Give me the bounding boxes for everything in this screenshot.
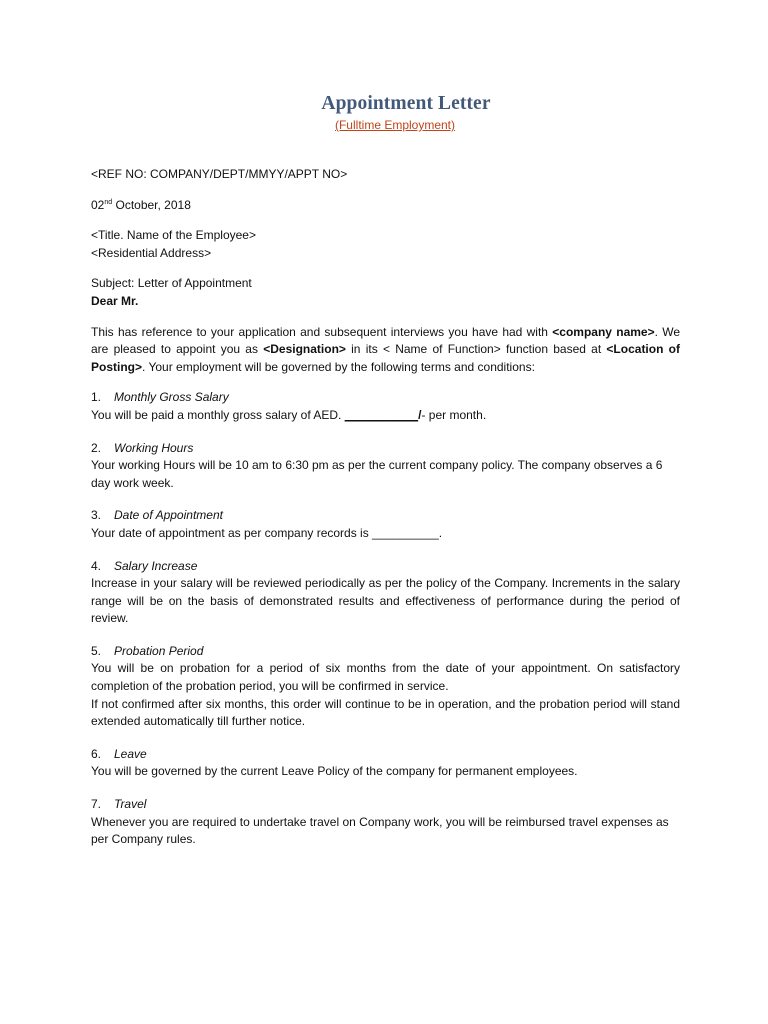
section-title: Leave bbox=[114, 746, 147, 761]
section-text: Your working Hours will be 10 am to 6:30 pm as per the current company policy. The company observes a 6 day work week. bbox=[91, 458, 663, 490]
section-working-hours bbox=[91, 440, 680, 493]
recipient-block bbox=[91, 227, 680, 262]
section-title: Salary Increase bbox=[114, 558, 198, 573]
section-title: Working Hours bbox=[114, 440, 194, 455]
subject-block bbox=[91, 275, 680, 310]
location-placeholder: <Location of Posting> bbox=[91, 342, 680, 374]
document-title: Appointment Letter bbox=[321, 93, 491, 114]
section-number: 7. bbox=[91, 797, 102, 812]
section-number: 2. bbox=[91, 440, 102, 455]
section-title: Probation Period bbox=[114, 643, 204, 658]
recipient-address: <Residential Address> bbox=[91, 245, 212, 260]
salary-blank: ___________ bbox=[344, 407, 419, 422]
section-heading bbox=[91, 389, 680, 407]
section-probation-period bbox=[91, 643, 680, 731]
company-placeholder: <company name> bbox=[552, 324, 655, 339]
section-number: 1. bbox=[91, 390, 102, 405]
section-text bbox=[91, 407, 680, 425]
subject-line: Subject: Letter of Appointment bbox=[91, 276, 252, 291]
section-title: Monthly Gross Salary bbox=[114, 390, 229, 405]
section-number: 5. bbox=[91, 643, 102, 658]
section-title: Travel bbox=[114, 797, 147, 812]
section-text: Your date of appointment as per company records is __________. bbox=[91, 525, 443, 540]
salary-text: You will be paid a monthly gross salary of AED. bbox=[91, 407, 345, 422]
date-suffix: nd bbox=[104, 198, 113, 206]
intro-paragraph bbox=[91, 324, 680, 377]
section-text: You will be governed by the current Leave Policy of the company for permanent employees. bbox=[91, 764, 578, 779]
section-heading bbox=[91, 796, 680, 814]
section-text-continued: If not confirmed after six months, this order will continue to be in operation, and the probation period will stand extended automatically till further notice. bbox=[91, 696, 680, 729]
letter-body bbox=[91, 166, 680, 864]
section-heading bbox=[91, 643, 680, 661]
intro-text-3: in its < Name of Function> function based at bbox=[345, 342, 607, 357]
intro-text-2: . We are pleased to appoint you as bbox=[91, 324, 680, 357]
section-number: 6. bbox=[91, 746, 102, 761]
section-travel bbox=[91, 796, 680, 849]
section-heading bbox=[91, 558, 680, 576]
section-heading bbox=[91, 507, 680, 525]
section-text: Increase in your salary will be reviewed periodically as per the policy of the Company. Increments in the salary range will be on the basis of demonstrated results and effectiveness of performance during the period of review. bbox=[91, 576, 680, 626]
designation-placeholder: <Designation> bbox=[263, 342, 346, 357]
reference-number: <REF NO: COMPANY/DEPT/MMYY/APPT NO> bbox=[91, 167, 348, 181]
section-heading bbox=[91, 440, 680, 458]
section-heading bbox=[91, 746, 680, 764]
letter-date bbox=[91, 197, 680, 215]
document-subtitle: (Fulltime Employment) bbox=[334, 118, 456, 132]
section-salary-increase bbox=[91, 558, 680, 628]
date-rest: October, 2018 bbox=[112, 197, 191, 212]
section-number: 4. bbox=[91, 558, 102, 573]
section-leave bbox=[91, 746, 680, 781]
section-number: 3. bbox=[91, 508, 102, 523]
salutation: Dear Mr. bbox=[91, 293, 139, 308]
intro-text-1: This has reference to your application and subsequent interviews you have had with bbox=[91, 324, 553, 339]
section-title: Date of Appointment bbox=[114, 508, 223, 523]
recipient-name: <Title. Name of the Employee> bbox=[91, 228, 256, 243]
date-day: 02 bbox=[91, 197, 105, 212]
intro-text-4: . Your employment will be governed by the following terms and conditions: bbox=[142, 359, 535, 374]
section-text: Whenever you are required to undertake travel on Company work, you will be reimbursed travel expenses as per Company rules. bbox=[91, 814, 669, 847]
salary-per-month: - per month. bbox=[421, 407, 487, 422]
salary-slash: / bbox=[418, 407, 422, 422]
section-monthly-gross-salary bbox=[91, 389, 680, 424]
section-text: You will be on probation for a period of six months from the date of your appointment. On satisfactory completion of the probation period, you will be confirmed in service. bbox=[91, 661, 680, 694]
section-date-of-appointment bbox=[91, 507, 680, 542]
